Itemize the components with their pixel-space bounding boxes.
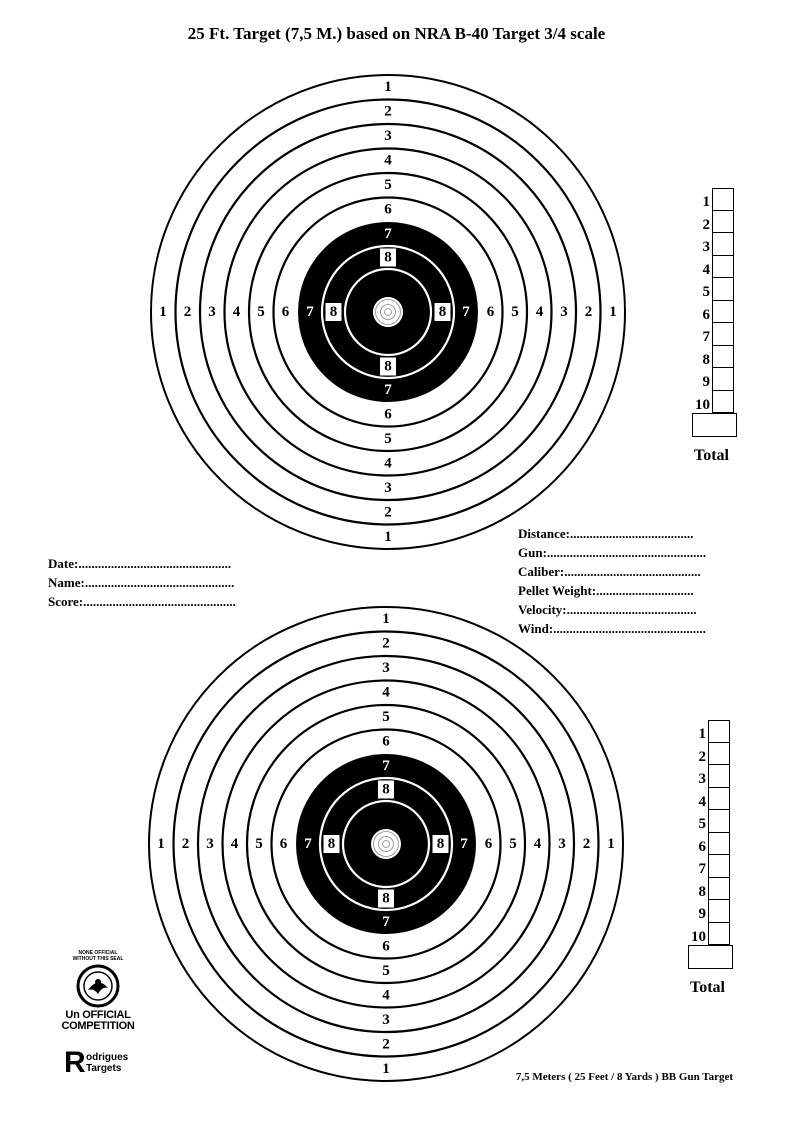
bottom-target-label-4-bottom: 4 (382, 987, 390, 1004)
bottom-target-label-3-right: 3 (558, 836, 566, 852)
bottom-score-total-box[interactable] (688, 945, 733, 969)
target-top (151, 75, 625, 549)
bottom-score-label-10: 10 (691, 928, 706, 945)
detail-field-5[interactable]: Wind:............................................... (518, 621, 706, 636)
top-score-box-3[interactable] (712, 233, 734, 256)
brand-name-2: Targets (86, 1063, 122, 1074)
top-target-label-3-right: 3 (560, 304, 568, 320)
seal-top-text-2: WITHOUT THIS SEAL (72, 956, 124, 962)
top-target-label-3-left: 3 (208, 304, 216, 320)
top-target-label-5-left: 5 (257, 304, 265, 320)
top-target-label-1-bottom: 1 (384, 529, 392, 545)
top-target-label-5-top: 5 (384, 177, 392, 193)
top-score-box-10[interactable] (712, 391, 734, 414)
detail-field-2[interactable]: Caliber:.......................................... (518, 564, 701, 579)
bottom-target-label-8-bottom: 8 (382, 890, 390, 907)
bottom-score-label-6: 6 (698, 838, 706, 855)
footer-note: 7,5 Meters ( 25 Feet / 8 Yards ) BB Gun Target (515, 1071, 733, 1083)
top-score-label-10: 10 (695, 396, 710, 413)
page-title: 25 Ft. Target (7,5 M.) based on NRA B-40 Target 3/4 scale (187, 24, 606, 43)
bottom-target-label-6-bottom: 6 (382, 938, 390, 955)
shot-details-fields (518, 524, 706, 638)
shooter-field-0[interactable]: Date:............................................... (48, 556, 232, 571)
top-target-label-2-right: 2 (584, 304, 593, 320)
top-target-label-1-left: 1 (159, 304, 167, 320)
seal-line-1: Un OFFICIAL (65, 1009, 131, 1021)
shooter-info-fields (48, 554, 236, 611)
top-target-label-8-top: 8 (384, 249, 392, 266)
top-target-label-4-bottom: 4 (384, 455, 392, 472)
top-target-label-3-bottom: 3 (384, 480, 392, 496)
brand-initial: R (64, 1046, 86, 1079)
top-target-label-5-right: 5 (511, 304, 519, 320)
top-score-box-6[interactable] (712, 301, 734, 324)
top-score-label-1: 1 (702, 194, 710, 210)
top-target-label-2-top: 2 (384, 103, 392, 120)
top-target-label-7-left: 7 (306, 304, 314, 320)
bottom-score-box-8[interactable] (708, 878, 730, 901)
shooter-field-2[interactable]: Score:............................................... (48, 594, 236, 609)
bottom-score-label-2: 2 (698, 748, 706, 765)
bottom-score-box-6[interactable] (708, 833, 730, 856)
top-score-label-3: 3 (702, 239, 710, 255)
top-target-label-1-right: 1 (609, 304, 617, 320)
bottom-score-box-3[interactable] (708, 765, 730, 788)
bottom-target-label-7-top: 7 (382, 758, 390, 774)
detail-field-4[interactable]: Velocity:........................................ (518, 602, 697, 617)
top-target-label-2-left: 2 (183, 304, 192, 320)
bottom-target-label-3-left: 3 (206, 836, 214, 852)
bottom-target-label-5-top: 5 (382, 709, 390, 725)
detail-field-3[interactable]: Pellet Weight:.............................. (518, 583, 694, 598)
top-target-label-7-right: 7 (462, 304, 470, 320)
detail-field-1[interactable]: Gun:................................................. (518, 545, 707, 560)
bottom-target-label-2-right: 2 (582, 836, 591, 852)
top-target-label-4-top: 4 (384, 152, 392, 169)
bottom-target-label-7-right: 7 (460, 836, 468, 852)
bottom-target-center-ring (371, 829, 401, 859)
bottom-score-label-4: 4 (698, 793, 706, 810)
bottom-target-label-2-top: 2 (382, 635, 390, 652)
target-bottom (149, 607, 623, 1081)
top-score-label-6: 6 (702, 306, 710, 323)
bottom-score-label-7: 7 (698, 861, 706, 877)
bottom-target-label-5-bottom: 5 (382, 963, 390, 979)
bottom-score-box-4[interactable] (708, 788, 730, 811)
top-target-label-7-bottom: 7 (384, 382, 392, 398)
top-target-label-6-bottom: 6 (384, 406, 392, 423)
top-target-center-ring (373, 297, 403, 327)
top-score-box-2[interactable] (712, 211, 734, 234)
bottom-target-label-4-right: 4 (533, 836, 542, 852)
bottom-target-label-3-top: 3 (382, 660, 390, 676)
bottom-score-box-1[interactable] (708, 720, 730, 743)
bottom-target-label-7-bottom: 7 (382, 914, 390, 930)
top-score-label-9: 9 (702, 374, 710, 390)
bottom-score-box-5[interactable] (708, 810, 730, 833)
bottom-target-label-6-left: 6 (279, 836, 288, 852)
rodrigues-targets-logo (64, 1048, 154, 1080)
bottom-score-box-9[interactable] (708, 900, 730, 923)
bottom-score-label-5: 5 (698, 816, 706, 832)
bottom-target-label-4-top: 4 (382, 684, 390, 701)
top-score-box-9[interactable] (712, 368, 734, 391)
brand-name-1: odrigues (86, 1052, 129, 1063)
top-target-label-8-left: 8 (329, 304, 338, 320)
top-score-column (712, 188, 734, 413)
bottom-score-box-2[interactable] (708, 743, 730, 766)
bottom-target-label-8-left: 8 (327, 836, 336, 852)
bottom-score-total-label: Total (690, 979, 725, 996)
top-target-label-3-top: 3 (384, 128, 392, 144)
top-score-total-box[interactable] (692, 413, 737, 437)
top-score-box-4[interactable] (712, 256, 734, 279)
bottom-target-label-2-bottom: 2 (382, 1036, 390, 1053)
bottom-target-label-1-bottom: 1 (382, 1061, 390, 1077)
seal-top-text-1: NONE OFFICIAL (78, 950, 118, 956)
top-score-total-label: Total (694, 447, 729, 464)
top-score-box-7[interactable] (712, 323, 734, 346)
bottom-target-label-4-left: 4 (230, 836, 239, 852)
shooter-field-1[interactable]: Name:.............................................. (48, 575, 235, 590)
top-target-label-7-top: 7 (384, 226, 392, 242)
top-score-label-7: 7 (702, 329, 710, 345)
top-target-label-6-left: 6 (281, 304, 290, 320)
top-score-box-1[interactable] (712, 188, 734, 211)
bottom-target-label-2-left: 2 (181, 836, 190, 852)
bottom-target-label-6-right: 6 (484, 836, 493, 852)
top-target-label-8-right: 8 (438, 304, 447, 320)
top-score-label-2: 2 (702, 216, 710, 233)
bottom-target-label-3-bottom: 3 (382, 1012, 390, 1028)
top-score-box-8[interactable] (712, 346, 734, 369)
bottom-score-label-8: 8 (698, 883, 706, 900)
bottom-target-label-6-top: 6 (382, 733, 390, 750)
top-target-label-8-bottom: 8 (384, 358, 392, 375)
seal-line-2: COMPETITION (61, 1020, 135, 1032)
top-target-label-4-left: 4 (232, 304, 241, 320)
bottom-score-box-10[interactable] (708, 923, 730, 946)
bottom-target-label-8-right: 8 (436, 836, 445, 852)
bottom-score-column (708, 720, 730, 945)
top-target-label-6-top: 6 (384, 201, 392, 218)
top-score-box-5[interactable] (712, 278, 734, 301)
top-target-label-6-right: 6 (486, 304, 495, 320)
bottom-target-label-1-right: 1 (607, 836, 615, 852)
bottom-target-label-1-left: 1 (157, 836, 165, 852)
top-score-label-5: 5 (702, 284, 710, 300)
bottom-target-label-8-top: 8 (382, 781, 390, 798)
bottom-target-label-7-left: 7 (304, 836, 312, 852)
bottom-target-label-1-top: 1 (382, 611, 390, 627)
detail-field-0[interactable]: Distance:...................................... (518, 526, 694, 541)
bottom-score-label-9: 9 (698, 906, 706, 922)
top-target-label-2-bottom: 2 (384, 504, 392, 521)
bottom-target-label-5-right: 5 (509, 836, 517, 852)
bottom-score-label-3: 3 (698, 771, 706, 787)
top-target-label-1-top: 1 (384, 79, 392, 95)
top-score-label-4: 4 (702, 261, 710, 278)
bottom-score-box-7[interactable] (708, 855, 730, 878)
top-score-label-8: 8 (702, 351, 710, 368)
top-target-label-5-bottom: 5 (384, 431, 392, 447)
bottom-target-label-5-left: 5 (255, 836, 263, 852)
nra-emblem-icon (76, 964, 120, 1008)
unofficial-competition-seal (46, 948, 150, 1038)
top-target-label-4-right: 4 (535, 304, 544, 320)
bottom-score-label-1: 1 (698, 726, 706, 742)
